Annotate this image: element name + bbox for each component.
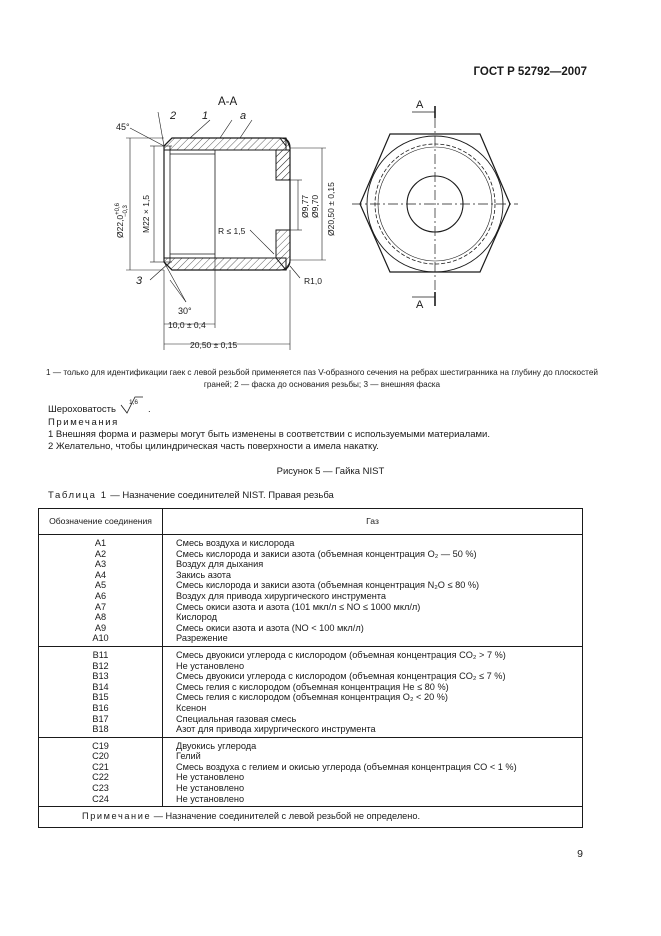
gas: Ксенон (176, 702, 207, 713)
codes-cell (39, 535, 163, 647)
table-note-prefix: Примечание (82, 811, 152, 822)
view-marker-bottom: А (416, 299, 424, 311)
dim-length-2: 20,50 ± 0,15 (190, 340, 238, 350)
gases-cell (163, 535, 583, 647)
gas: Гелий (176, 751, 201, 762)
code: B15 (92, 692, 109, 703)
table-header-row (39, 509, 583, 535)
view-marker-top: А (416, 99, 424, 111)
callout-2: 2 (170, 110, 177, 122)
note-item: 1 Внешняя форма и размеры могут быть изменены в соответствии с используемыми материалами. (48, 429, 490, 441)
gas: Не установлено (176, 660, 245, 671)
code: C24 (92, 793, 109, 804)
gas: Смесь воздуха с гелием и окисью углерода (объемная концентрация CO < 1 %) (176, 761, 517, 772)
gas: Смесь гелия с кислородом (объемная концентрация He ≤ 80 %) (176, 681, 449, 692)
code: C20 (92, 751, 109, 762)
figure-caption: Рисунок 5 — Гайка NIST (276, 466, 385, 477)
roughness-dot: . (147, 404, 151, 415)
code: C22 (92, 772, 109, 783)
gas: Смесь кислорода и закиси азота (объемная концентрация O₂ — 50 %) (176, 548, 477, 559)
gases-cell (163, 646, 583, 737)
gas: Смесь двуокиси углерода с кислородом (объемная концентрация CO₂ ≤ 7 %) (176, 671, 506, 682)
code: B11 (92, 649, 109, 660)
code: A5 (94, 580, 107, 591)
connector-table (38, 508, 583, 828)
codes-cell (39, 737, 163, 807)
code: B13 (92, 671, 109, 682)
gas: Смесь окиси азота и азота (101 мкл/л ≤ NO ≤ 1000 мкл/л) (176, 601, 421, 612)
roughness-label: Шероховатость (48, 404, 116, 415)
code: A1 (94, 538, 107, 548)
section-title: А-А (218, 96, 238, 108)
section-view (164, 138, 290, 270)
gas: Смесь гелия с кислородом (объемная концентрация O₂ < 20 %) (176, 692, 448, 703)
gas: Разрежение (176, 633, 228, 644)
angle-45: 45° (116, 122, 130, 132)
dim-flats-section: Ø20,50 ± 0,15 (326, 182, 336, 236)
header-designation: Обозначение соединения (39, 509, 163, 535)
gas: Закись азота (176, 569, 231, 580)
table-caption-prefix: Таблица 1 (48, 490, 108, 501)
codes-cell (39, 646, 163, 737)
code: C23 (92, 783, 109, 794)
end-view (352, 106, 518, 306)
gas: Воздух для дыхания (176, 559, 264, 570)
notes-header: Примечания (48, 417, 119, 428)
table-caption-text: — Назначение соединителей NIST. Правая резьба (107, 490, 334, 501)
code: A10 (92, 633, 109, 644)
gas: Воздух для привода хирургического инструмента (176, 590, 386, 601)
code: A4 (94, 569, 107, 580)
gas: Смесь кислорода и закиси азота (объемная концентрация N₂O ≤ 80 %) (176, 580, 480, 591)
code: A6 (94, 590, 107, 601)
code: B18 (92, 724, 109, 735)
gas: Смесь воздуха и кислорода (176, 538, 295, 548)
gas: Смесь двуокиси углерода с кислородом (объемная концентрация CO₂ > 7 %) (176, 649, 506, 660)
gas: Двуокись углерода (176, 740, 257, 751)
dim-bore-1: Ø9,77 (300, 194, 310, 218)
dim-outer-diameter: $Ø22,0^{+0,6} -0,3$ (115, 202, 129, 238)
code: A8 (94, 612, 107, 623)
code: A3 (94, 559, 107, 570)
table-group-a (39, 535, 583, 647)
gas: Не установлено (176, 793, 245, 804)
table-group-c (39, 737, 583, 807)
callout-1: 1 (202, 110, 209, 122)
table-note-row (39, 807, 583, 828)
page-number: 9 (577, 848, 583, 860)
roughness-value: 1,6 (128, 399, 139, 406)
callout-a: a (240, 110, 247, 122)
code: A7 (94, 601, 107, 612)
gas: Смесь окиси азота и азота (NO < 100 мкл/л) (176, 622, 364, 633)
figure-notes (48, 417, 490, 454)
dim-thread: M22 × 1,5 (141, 194, 151, 233)
table-note (39, 807, 583, 828)
angle-30: 30° (178, 306, 192, 316)
code: B12 (92, 660, 109, 671)
dim-radius-inner: R ≤ 1,5 (218, 226, 246, 236)
dim-length-1: 10,0 ± 0,4 (168, 320, 206, 330)
code: B14 (92, 681, 109, 692)
gas: Специальная газовая смесь (176, 713, 297, 724)
gas: Кислород (176, 612, 218, 623)
gas: Азот для привода хирургического инструмента (176, 724, 376, 735)
table-note-text: — Назначение соединителей с левой резьбой не определено. (151, 811, 421, 822)
code: A2 (94, 548, 107, 559)
code: A9 (94, 622, 107, 633)
table-group-b (39, 646, 583, 737)
code: C19 (92, 740, 109, 751)
dim-radius-outer: R1,0 (304, 276, 322, 286)
dim-bore-2: Ø9,70 (310, 194, 320, 218)
gas: Не установлено (176, 772, 245, 783)
figure-legend: 1 — только для идентификации гаек с левой резьбой применяется паз V-образного сечения на ребрах шестигранника на глубину до плоскостей граней; 2 — фаска до основания резьбы; 3 — внешняя фаска (46, 368, 598, 389)
code: B16 (92, 702, 109, 713)
roughness-symbol (119, 395, 145, 415)
callout-3: 3 (136, 275, 143, 287)
gases-cell (163, 737, 583, 807)
note-item: 2 Желательно, чтобы цилиндрическая часть поверхности a имела накатку. (48, 441, 379, 453)
code: B17 (92, 713, 109, 724)
nut-drawing (90, 88, 530, 358)
header-gas: Газ (163, 509, 583, 535)
roughness (48, 395, 151, 415)
code: C21 (92, 761, 109, 772)
gas: Не установлено (176, 783, 245, 794)
standard-number: ГОСТ Р 52792—2007 (473, 66, 587, 78)
table-caption (48, 490, 334, 501)
